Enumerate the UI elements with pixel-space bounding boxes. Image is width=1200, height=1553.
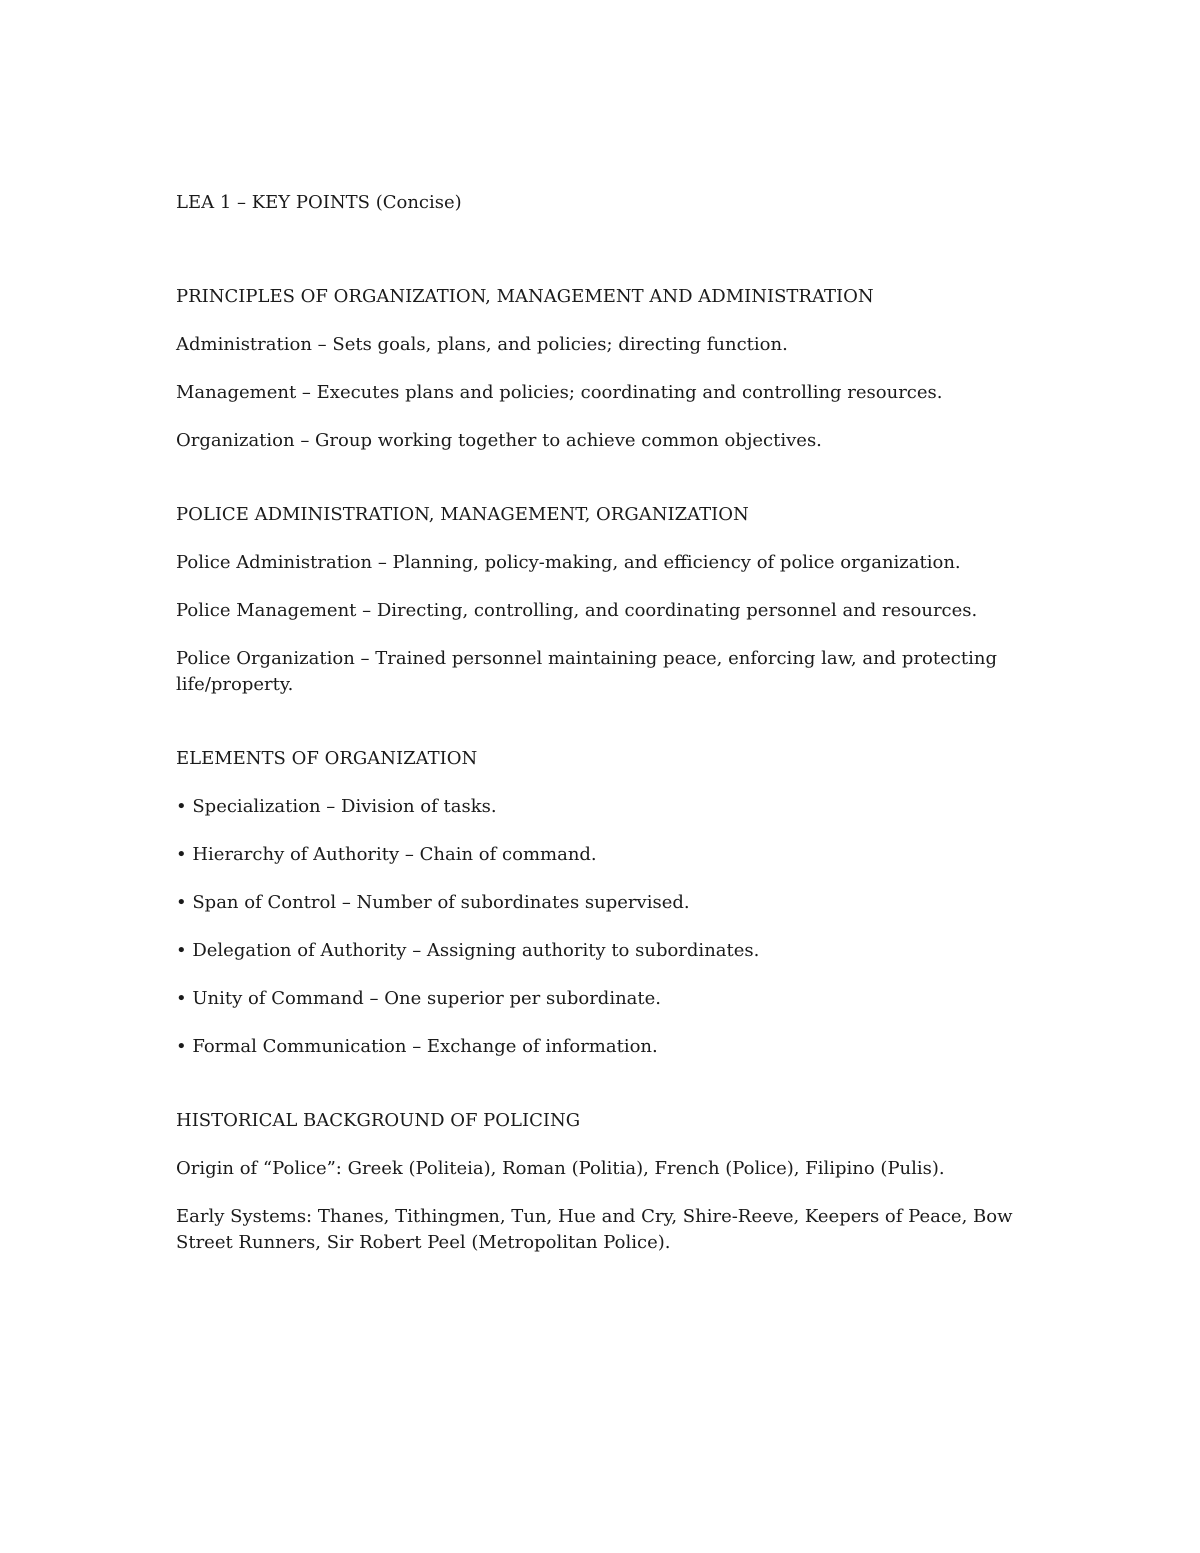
bullet-item: • Specialization – Division of tasks. [176,794,1026,820]
definition-item: Police Management – Directing, controlling, and coordinating personnel and resources. [176,600,978,621]
section-elements [176,746,1026,1060]
definition-item: Early Systems: Thanes, Tithingmen, Tun, Hue and Cry, Shire-Reeve, Keepers of Peace, Bow Street Runners, Sir Robert Peel (Metropolitan Police). [176,1206,1013,1253]
definition-item: Police Administration – Planning, policy-making, and efficiency of police organization. [176,552,961,573]
section-heading: ELEMENTS OF ORGANIZATION [176,748,478,769]
bullet-item: • Formal Communication – Exchange of information. [176,1034,1026,1060]
bullet-item: • Delegation of Authority – Assigning authority to subordinates. [176,938,1026,964]
section-heading: POLICE ADMINISTRATION, MANAGEMENT, ORGANIZATION [176,504,749,525]
definition-item: Management – Executes plans and policies; coordinating and controlling resources. [176,382,943,403]
section-historical-background [176,1108,1026,1256]
section-police-administration [176,502,1026,698]
section-principles [176,284,1026,454]
bullet-item: • Unity of Command – One superior per subordinate. [176,986,1026,1012]
definition-item: Origin of “Police”: Greek (Politeia), Roman (Politia), French (Police), Filipino (Pulis). [176,1158,945,1179]
bullet-item: • Hierarchy of Authority – Chain of command. [176,842,1026,868]
document-title: LEA 1 – KEY POINTS (Concise) [176,192,462,213]
definition-item: Police Organization – Trained personnel maintaining peace, enforcing law, and protecting life/property. [176,648,997,695]
document-body [176,190,1026,1304]
section-heading: PRINCIPLES OF ORGANIZATION, MANAGEMENT AND ADMINISTRATION [176,286,874,307]
definition-item: Administration – Sets goals, plans, and policies; directing function. [176,334,788,355]
section-heading: HISTORICAL BACKGROUND OF POLICING [176,1110,581,1131]
bullet-item: • Span of Control – Number of subordinates supervised. [176,890,1026,916]
definition-item: Organization – Group working together to achieve common objectives. [176,430,822,451]
